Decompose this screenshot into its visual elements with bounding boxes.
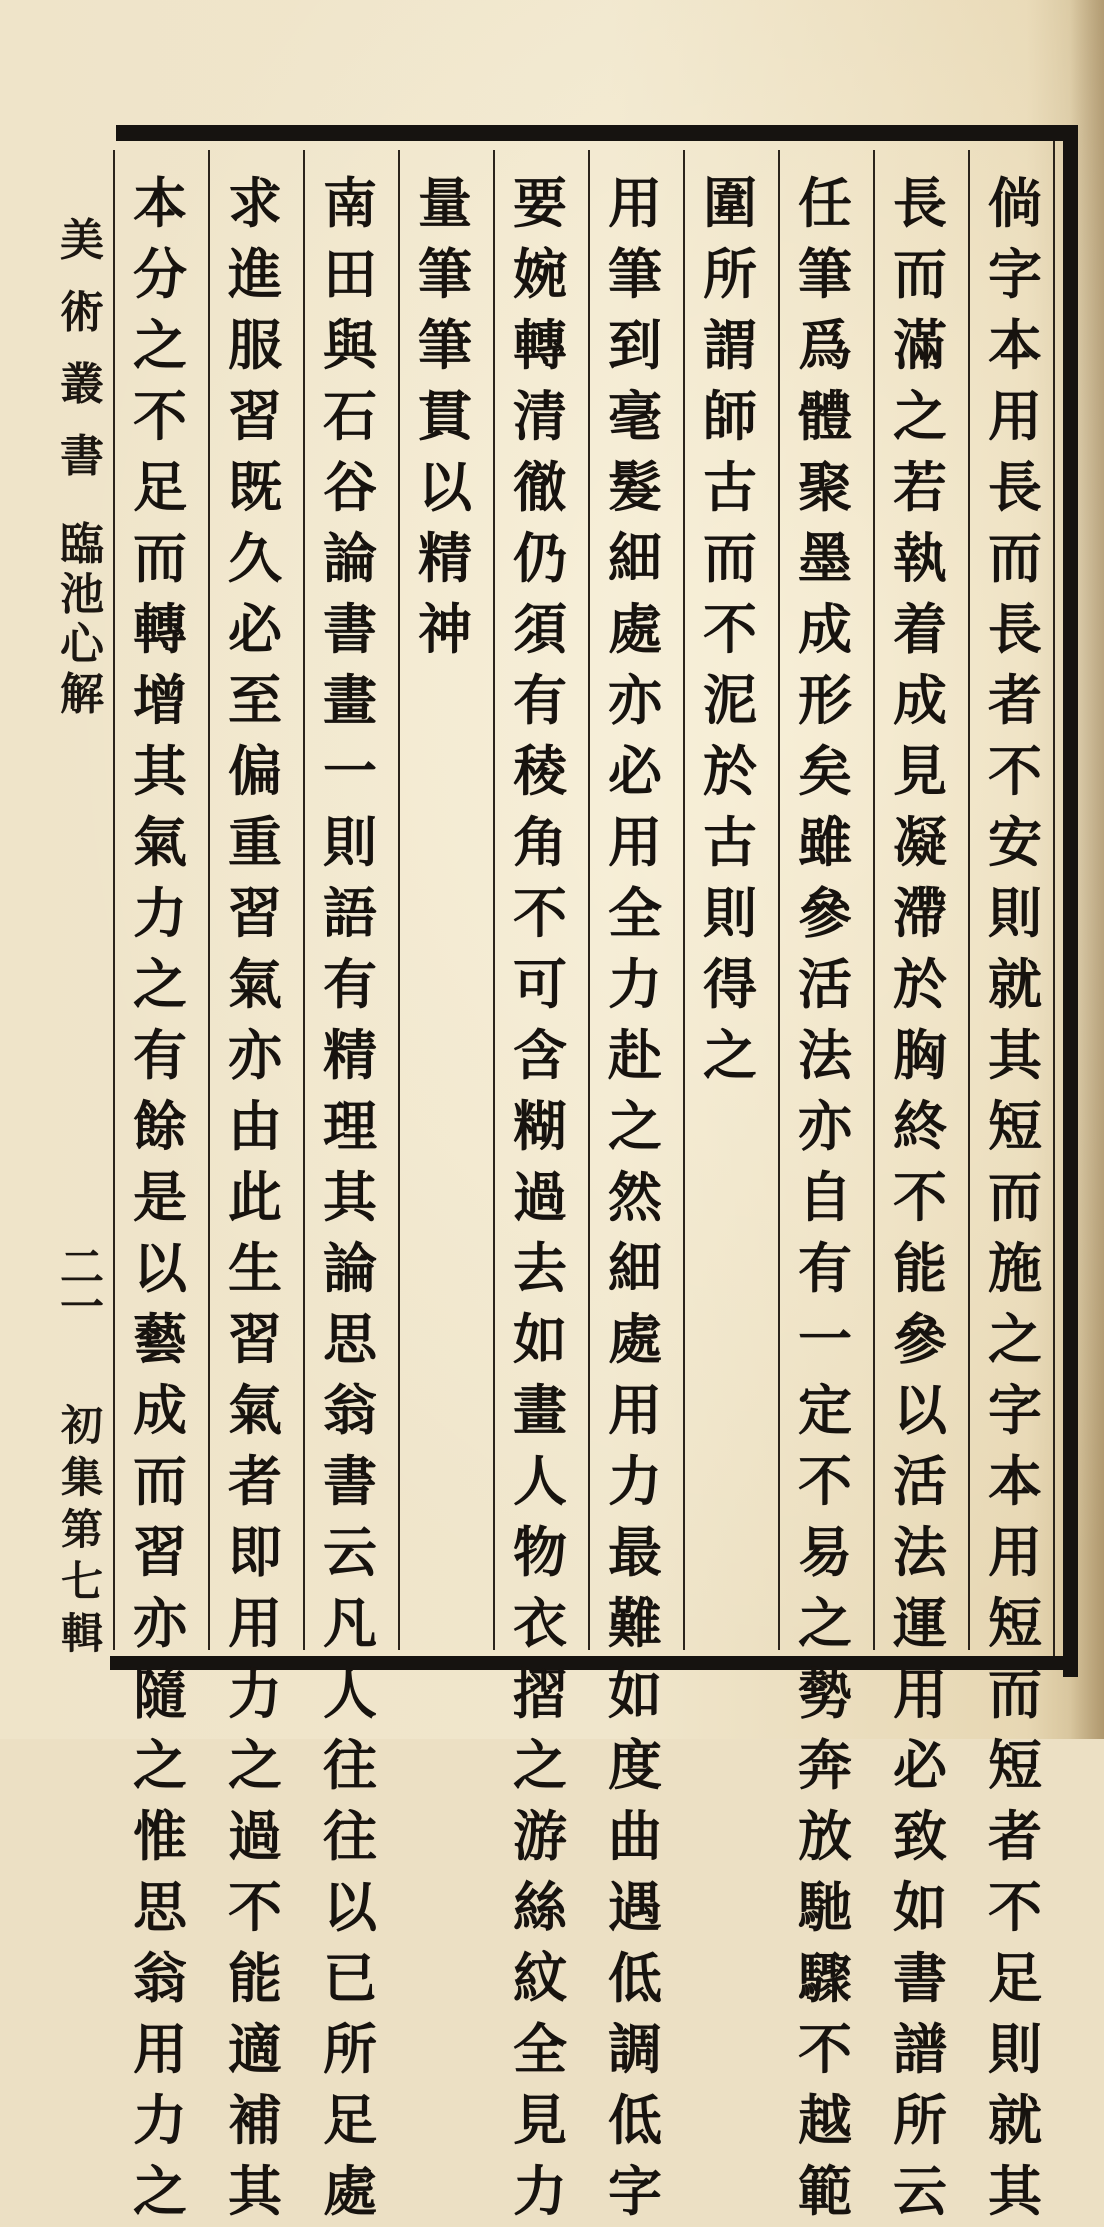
text-column-2 — [885, 168, 955, 2227]
character: 之 — [513, 1733, 567, 1797]
character: 不 — [893, 1165, 947, 1229]
character: 之 — [988, 1307, 1042, 1371]
character: 即 — [228, 1520, 282, 1584]
character: 參 — [798, 881, 852, 945]
character: 本 — [133, 171, 187, 235]
character: 精 — [323, 1023, 377, 1087]
character: 自 — [798, 1165, 852, 1229]
character: 而 — [133, 526, 187, 590]
character: 能 — [893, 1236, 947, 1300]
character: 池 — [60, 569, 104, 620]
character: 之 — [608, 1094, 662, 1158]
character: 滿 — [893, 313, 947, 377]
text-column-3 — [790, 168, 860, 2227]
character: 力 — [133, 881, 187, 945]
character: 習 — [228, 881, 282, 945]
character: 之 — [703, 1023, 757, 1087]
character: 長 — [988, 455, 1042, 519]
character: 致 — [893, 1804, 947, 1868]
character: 足 — [133, 455, 187, 519]
character: 七 — [60, 1557, 103, 1606]
character: 偏 — [228, 739, 282, 803]
character: 田 — [323, 242, 377, 306]
character: 用 — [988, 384, 1042, 448]
text-column-7 — [410, 168, 480, 665]
character: 形 — [798, 668, 852, 732]
column-rule — [588, 150, 590, 1650]
character: 第 — [60, 1505, 103, 1554]
character: 字 — [988, 242, 1042, 306]
character: 此 — [228, 1165, 282, 1229]
character: 人 — [513, 1449, 567, 1513]
character: 書 — [60, 431, 104, 482]
character: 參 — [893, 1307, 947, 1371]
character: 衣 — [513, 1591, 567, 1655]
work-title — [52, 520, 112, 720]
character: 如 — [608, 1662, 662, 1726]
column-rule — [873, 150, 875, 1650]
character: 筆 — [608, 242, 662, 306]
character: 字 — [988, 1378, 1042, 1442]
column-rule — [208, 150, 210, 1650]
character: 其 — [988, 2159, 1042, 2223]
character: 論 — [323, 1236, 377, 1300]
character: 是 — [133, 1165, 187, 1229]
character: 倘 — [988, 171, 1042, 235]
character: 者 — [988, 668, 1042, 732]
character: 有 — [323, 952, 377, 1016]
character: 執 — [893, 526, 947, 590]
character: 長 — [988, 597, 1042, 661]
character: 全 — [513, 2017, 567, 2081]
character: 謂 — [703, 313, 757, 377]
character: 不 — [988, 739, 1042, 803]
character: 師 — [703, 384, 757, 448]
column-rule — [113, 150, 115, 1650]
character: 全 — [608, 881, 662, 945]
character: 低 — [608, 2088, 662, 2152]
character: 之 — [798, 1591, 852, 1655]
character: 而 — [988, 1662, 1042, 1726]
character: 已 — [323, 1946, 377, 2010]
character: 必 — [228, 597, 282, 661]
character: 力 — [133, 2088, 187, 2152]
character: 就 — [988, 2088, 1042, 2152]
character: 心 — [60, 619, 104, 670]
character: 補 — [228, 2088, 282, 2152]
character: 適 — [228, 2017, 282, 2081]
frame-right-border — [1063, 125, 1078, 1677]
character: 字 — [608, 2159, 662, 2223]
character: 清 — [513, 384, 567, 448]
character: 矣 — [798, 739, 852, 803]
column-rule — [778, 150, 780, 1650]
character: 凝 — [893, 810, 947, 874]
character: 糊 — [513, 1094, 567, 1158]
character: 轉 — [513, 313, 567, 377]
text-column-5 — [600, 168, 670, 2227]
character: 稜 — [513, 739, 567, 803]
character: 放 — [798, 1804, 852, 1868]
character: 精 — [418, 526, 472, 590]
character: 畫 — [323, 668, 377, 732]
character: 終 — [893, 1094, 947, 1158]
character: 滯 — [893, 881, 947, 945]
character: 轉 — [133, 597, 187, 661]
text-column-4 — [695, 168, 765, 1091]
character: 久 — [228, 526, 282, 590]
character: 筆 — [418, 313, 472, 377]
character: 餘 — [133, 1094, 187, 1158]
character: 用 — [228, 1591, 282, 1655]
character: 見 — [893, 739, 947, 803]
character: 石 — [323, 384, 377, 448]
character: 往 — [323, 1804, 377, 1868]
character: 有 — [133, 1023, 187, 1087]
character: 不 — [228, 1875, 282, 1939]
character: 藝 — [133, 1307, 187, 1371]
character: 之 — [133, 1733, 187, 1797]
character: 墨 — [798, 526, 852, 590]
character: 爲 — [798, 313, 852, 377]
character: 若 — [893, 455, 947, 519]
character: 易 — [798, 1520, 852, 1584]
character: 者 — [988, 1804, 1042, 1868]
series-title — [52, 205, 112, 493]
character: 古 — [703, 455, 757, 519]
character: 用 — [608, 810, 662, 874]
character: 所 — [703, 242, 757, 306]
character: 隨 — [133, 1662, 187, 1726]
character: 之 — [133, 313, 187, 377]
character: 至 — [228, 668, 282, 732]
character: 須 — [513, 597, 567, 661]
character: 仍 — [513, 526, 567, 590]
character: 成 — [893, 668, 947, 732]
frame-inner-line — [1053, 141, 1055, 1656]
character: 用 — [893, 1662, 947, 1726]
character: 而 — [133, 1449, 187, 1513]
character: 畫 — [513, 1378, 567, 1442]
character: 翁 — [323, 1378, 377, 1442]
character: 量 — [418, 171, 472, 235]
character: 習 — [133, 1520, 187, 1584]
character: 譜 — [893, 2017, 947, 2081]
character: 物 — [513, 1520, 567, 1584]
character: 曲 — [608, 1804, 662, 1868]
character: 習 — [228, 384, 282, 448]
character: 足 — [988, 1946, 1042, 2010]
character: 解 — [60, 669, 104, 720]
character: 氣 — [133, 810, 187, 874]
character: 胸 — [893, 1023, 947, 1087]
character: 活 — [798, 952, 852, 1016]
character: 術 — [60, 287, 104, 338]
column-rule — [398, 150, 400, 1650]
character: 能 — [228, 1946, 282, 2010]
character: 角 — [513, 810, 567, 874]
character: 而 — [893, 242, 947, 306]
character: 必 — [893, 1733, 947, 1797]
character: 一 — [60, 1282, 104, 1333]
character: 重 — [228, 810, 282, 874]
character: 越 — [798, 2088, 852, 2152]
character: 習 — [228, 1307, 282, 1371]
character: 髮 — [608, 455, 662, 519]
character: 與 — [323, 313, 377, 377]
character: 任 — [798, 171, 852, 235]
character: 增 — [133, 668, 187, 732]
character: 書 — [323, 597, 377, 661]
character: 力 — [513, 2159, 567, 2223]
character: 到 — [608, 313, 662, 377]
character: 翁 — [133, 1946, 187, 2010]
character: 之 — [133, 2159, 187, 2223]
character: 絲 — [513, 1875, 567, 1939]
character: 力 — [608, 952, 662, 1016]
character: 過 — [228, 1804, 282, 1868]
character: 不 — [703, 597, 757, 661]
character: 短 — [988, 1094, 1042, 1158]
character: 最 — [608, 1520, 662, 1584]
character: 云 — [893, 2159, 947, 2223]
character: 驟 — [798, 1946, 852, 2010]
character: 如 — [513, 1307, 567, 1371]
character: 細 — [608, 526, 662, 590]
character: 神 — [418, 597, 472, 661]
character: 思 — [133, 1875, 187, 1939]
text-column-1 — [980, 168, 1050, 2227]
character: 遇 — [608, 1875, 662, 1939]
character: 用 — [988, 1520, 1042, 1584]
character: 低 — [608, 1946, 662, 2010]
character: 二 — [60, 1242, 104, 1293]
character: 叢 — [60, 359, 104, 410]
character: 求 — [228, 171, 282, 235]
character: 體 — [798, 384, 852, 448]
character: 氣 — [228, 952, 282, 1016]
character: 一 — [323, 739, 377, 803]
character: 雖 — [798, 810, 852, 874]
character: 谷 — [323, 455, 377, 519]
character: 可 — [513, 952, 567, 1016]
character: 之 — [133, 952, 187, 1016]
character: 亦 — [608, 668, 662, 732]
character: 初 — [60, 1401, 103, 1450]
character: 集 — [60, 1453, 103, 1502]
character: 細 — [608, 1236, 662, 1300]
character: 足 — [323, 2088, 377, 2152]
character: 處 — [608, 1307, 662, 1371]
character: 而 — [988, 1165, 1042, 1229]
character: 活 — [893, 1449, 947, 1513]
character: 云 — [323, 1520, 377, 1584]
character: 理 — [323, 1094, 377, 1158]
character: 度 — [608, 1733, 662, 1797]
column-rule — [493, 150, 495, 1650]
character: 則 — [323, 810, 377, 874]
character: 法 — [893, 1520, 947, 1584]
character: 徹 — [513, 455, 567, 519]
character: 而 — [988, 526, 1042, 590]
character: 而 — [703, 526, 757, 590]
character: 臨 — [60, 519, 104, 570]
character: 所 — [893, 2088, 947, 2152]
character: 就 — [988, 952, 1042, 1016]
character: 處 — [323, 2159, 377, 2223]
character: 於 — [703, 739, 757, 803]
character: 過 — [513, 1165, 567, 1229]
character: 成 — [133, 1378, 187, 1442]
character: 語 — [323, 881, 377, 945]
character: 貫 — [418, 384, 472, 448]
character: 本 — [988, 1449, 1042, 1513]
character: 範 — [798, 2159, 852, 2223]
page-number — [52, 1242, 112, 1333]
character: 處 — [608, 597, 662, 661]
character: 一 — [798, 1307, 852, 1371]
character: 其 — [988, 1023, 1042, 1087]
character: 調 — [608, 2017, 662, 2081]
character: 氣 — [228, 1378, 282, 1442]
character: 長 — [893, 171, 947, 235]
character: 不 — [513, 881, 567, 945]
character: 施 — [988, 1236, 1042, 1300]
character: 游 — [513, 1804, 567, 1868]
character: 之 — [228, 1733, 282, 1797]
character: 者 — [228, 1449, 282, 1513]
character: 進 — [228, 242, 282, 306]
character: 用 — [133, 2017, 187, 2081]
character: 不 — [798, 1449, 852, 1513]
character: 圍 — [703, 171, 757, 235]
character: 安 — [988, 810, 1042, 874]
character: 思 — [323, 1307, 377, 1371]
character: 不 — [988, 1875, 1042, 1939]
character: 力 — [608, 1449, 662, 1513]
character: 凡 — [323, 1591, 377, 1655]
character: 生 — [228, 1236, 282, 1300]
character: 聚 — [798, 455, 852, 519]
character: 不 — [798, 2017, 852, 2081]
character: 則 — [988, 2017, 1042, 2081]
character: 赴 — [608, 1023, 662, 1087]
character: 由 — [228, 1094, 282, 1158]
character: 摺 — [513, 1662, 567, 1726]
text-column-6 — [505, 168, 575, 2227]
character: 力 — [228, 1662, 282, 1726]
frame-top-border — [116, 125, 1078, 141]
character: 用 — [608, 1378, 662, 1442]
character: 有 — [513, 668, 567, 732]
character: 法 — [798, 1023, 852, 1087]
column-rule — [303, 150, 305, 1650]
character: 本 — [988, 313, 1042, 377]
character: 其 — [228, 2159, 282, 2223]
character: 有 — [798, 1236, 852, 1300]
character: 論 — [323, 526, 377, 590]
character: 泥 — [703, 668, 757, 732]
character: 要 — [513, 171, 567, 235]
character: 其 — [133, 739, 187, 803]
character: 運 — [893, 1591, 947, 1655]
column-rule — [968, 150, 970, 1650]
character: 含 — [513, 1023, 567, 1087]
character: 所 — [323, 2017, 377, 2081]
character: 短 — [988, 1591, 1042, 1655]
character: 人 — [323, 1662, 377, 1726]
character: 難 — [608, 1591, 662, 1655]
character: 惟 — [133, 1804, 187, 1868]
character: 見 — [513, 2088, 567, 2152]
character: 婉 — [513, 242, 567, 306]
character: 筆 — [798, 242, 852, 306]
character: 短 — [988, 1733, 1042, 1797]
column-rule — [683, 150, 685, 1650]
character: 定 — [798, 1378, 852, 1442]
character: 亦 — [798, 1094, 852, 1158]
character: 分 — [133, 242, 187, 306]
character: 則 — [703, 881, 757, 945]
character: 輯 — [60, 1609, 103, 1658]
character: 以 — [323, 1875, 377, 1939]
character: 不 — [133, 384, 187, 448]
character: 得 — [703, 952, 757, 1016]
character: 古 — [703, 810, 757, 874]
character: 亦 — [228, 1023, 282, 1087]
character: 筆 — [418, 242, 472, 306]
character: 書 — [893, 1946, 947, 2010]
character: 以 — [893, 1378, 947, 1442]
character: 於 — [893, 952, 947, 1016]
text-column-9 — [220, 168, 290, 2227]
character: 書 — [323, 1449, 377, 1513]
character: 南 — [323, 171, 377, 235]
character: 去 — [513, 1236, 567, 1300]
character: 馳 — [798, 1875, 852, 1939]
character: 亦 — [133, 1591, 187, 1655]
character: 既 — [228, 455, 282, 519]
character: 如 — [893, 1875, 947, 1939]
character: 美 — [60, 215, 104, 266]
character: 其 — [323, 1165, 377, 1229]
character: 紋 — [513, 1946, 567, 2010]
character: 往 — [323, 1733, 377, 1797]
character: 必 — [608, 739, 662, 803]
character: 成 — [798, 597, 852, 661]
character: 則 — [988, 881, 1042, 945]
character: 着 — [893, 597, 947, 661]
character: 毫 — [608, 384, 662, 448]
character: 用 — [608, 171, 662, 235]
character: 服 — [228, 313, 282, 377]
text-column-8 — [315, 168, 385, 2227]
character: 然 — [608, 1165, 662, 1229]
volume-label — [52, 1400, 112, 1660]
character: 奔 — [798, 1733, 852, 1797]
character: 之 — [893, 384, 947, 448]
text-column-10 — [125, 168, 195, 2227]
character: 以 — [418, 455, 472, 519]
character: 以 — [133, 1236, 187, 1300]
character: 勢 — [798, 1662, 852, 1726]
